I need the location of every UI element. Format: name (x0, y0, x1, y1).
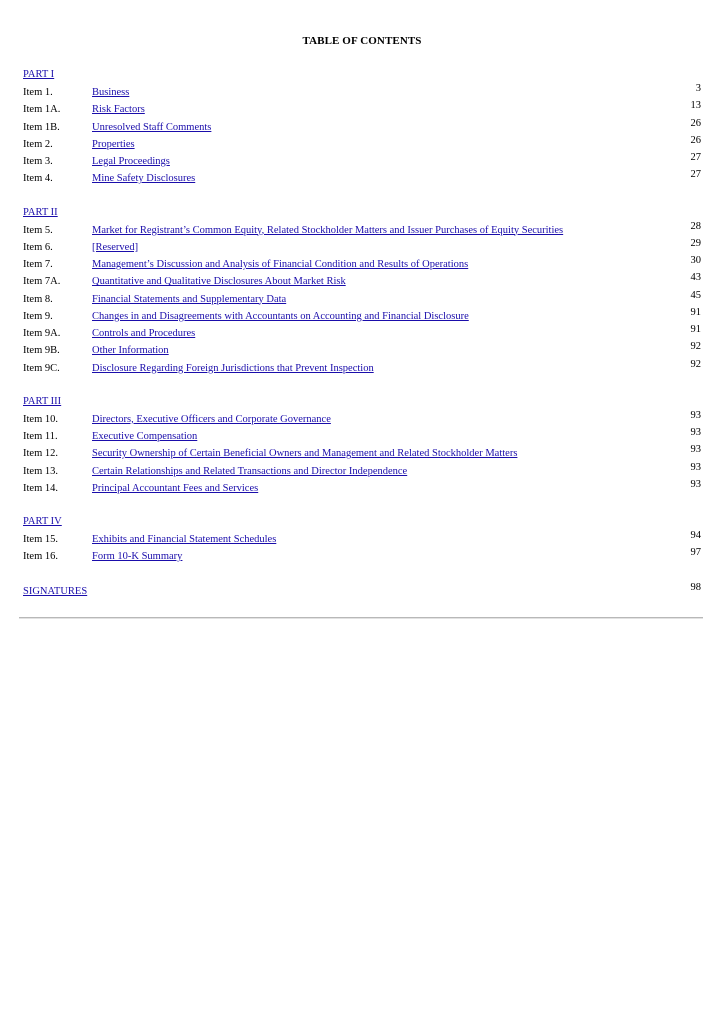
toc-row (23, 221, 701, 238)
part-1-link[interactable]: PART I (23, 69, 55, 80)
item-link-financial-statements[interactable]: Financial Statements and Supplementary Data (92, 293, 287, 305)
part-1 (23, 66, 701, 187)
toc-row (23, 118, 701, 135)
item-number: Item 5. (23, 224, 53, 236)
item-page: 93 (690, 409, 701, 421)
item-number: Item 6. (23, 241, 53, 253)
item-page: 93 (690, 444, 701, 456)
toc-row (23, 530, 701, 547)
item-link-business[interactable]: Business (92, 87, 130, 98)
item-link-directors-governance[interactable]: Directors, Executive Officers and Corporate Governance (92, 413, 331, 425)
item-page: 93 (690, 427, 701, 438)
item-link-foreign-jurisdictions[interactable]: Disclosure Regarding Foreign Jurisdictions that Prevent Inspection (92, 362, 374, 374)
item-number: Item 9. (23, 310, 53, 322)
page-title: TABLE OF CONTENTS (302, 35, 422, 47)
toc-row (23, 169, 701, 186)
item-number: Item 11. (23, 431, 58, 442)
item-link-changes-disagreements[interactable]: Changes in and Disagreements with Accountants on Accounting and Financial Disclosure (92, 310, 469, 322)
toc-row (23, 152, 701, 169)
toc-row (23, 359, 701, 376)
item-number: Item 1. (23, 87, 53, 98)
item-number: Item 9A. (23, 328, 61, 339)
item-page: 3 (695, 83, 701, 94)
signatures-row (23, 582, 701, 599)
toc-row (23, 238, 701, 255)
toc-row (23, 324, 701, 341)
item-link-legal-proceedings[interactable]: Legal Proceedings (92, 156, 170, 167)
item-link-market-risk[interactable]: Quantitative and Qualitative Disclosures About Market Risk (92, 276, 346, 288)
item-page: 92 (690, 358, 701, 370)
signatures-link[interactable]: SIGNATURES (23, 585, 88, 597)
toc-row (23, 547, 701, 564)
toc-row (23, 479, 701, 496)
item-link-unresolved-staff-comments[interactable]: Unresolved Staff Comments (92, 121, 212, 133)
item-link-form-10k-summary[interactable]: Form 10-K Summary (92, 551, 183, 563)
item-number: Item 8. (23, 293, 53, 305)
toc-row (23, 272, 701, 289)
item-page: 27 (690, 152, 701, 163)
item-page: 29 (690, 237, 701, 249)
toc-row (23, 100, 701, 117)
item-link-other-information[interactable]: Other Information (92, 345, 169, 357)
item-link-market-for-common-equity[interactable]: Market for Registrant’s Common Equity, Related Stockholder Matters and Issuer Purchases of Equity Securities (92, 224, 564, 236)
item-link-executive-compensation[interactable]: Executive Compensation (92, 431, 198, 442)
item-number: Item 1A. (23, 104, 61, 116)
item-link-properties[interactable]: Properties (92, 138, 135, 150)
item-link-risk-factors[interactable]: Risk Factors (92, 104, 145, 116)
item-number: Item 9B. (23, 345, 60, 357)
part-4-link[interactable]: PART IV (23, 516, 62, 527)
item-page: 97 (690, 547, 701, 559)
item-number: Item 7. (23, 259, 53, 270)
toc-row (23, 410, 701, 427)
item-page: 93 (690, 478, 701, 490)
item-number: Item 15. (23, 534, 58, 545)
item-number: Item 4. (23, 173, 53, 185)
page-divider (19, 617, 703, 619)
item-number: Item 3. (23, 156, 53, 167)
item-number: Item 16. (23, 551, 58, 563)
signatures-page: 98 (690, 581, 701, 593)
item-page: 26 (690, 117, 701, 129)
item-number: Item 12. (23, 448, 58, 460)
toc-row (23, 462, 701, 479)
item-page: 45 (690, 289, 701, 301)
part-4 (23, 513, 701, 565)
item-page: 43 (690, 272, 701, 284)
toc-row (23, 427, 701, 444)
item-number: Item 10. (23, 413, 58, 425)
item-page: 28 (690, 220, 701, 232)
item-page: 93 (690, 461, 701, 473)
part-2-link[interactable]: PART II (23, 206, 58, 218)
toc-row (23, 444, 701, 461)
item-link-accountant-fees[interactable]: Principal Accountant Fees and Services (92, 482, 259, 494)
item-link-mdna[interactable]: Management’s Discussion and Analysis of Financial Condition and Results of Operations (92, 259, 469, 270)
item-link-mine-safety-disclosures[interactable]: Mine Safety Disclosures (92, 173, 196, 185)
item-number: Item 2. (23, 138, 53, 150)
item-page: 94 (690, 530, 701, 541)
toc-row (23, 290, 701, 307)
toc-row (23, 307, 701, 324)
toc-row (23, 83, 701, 100)
item-page: 91 (690, 306, 701, 318)
item-link-exhibits[interactable]: Exhibits and Financial Statement Schedules (92, 534, 277, 545)
toc-row (23, 135, 701, 152)
item-link-reserved[interactable]: [Reserved] (92, 241, 139, 253)
item-link-relationships-transactions[interactable]: Certain Relationships and Related Transactions and Director Independence (92, 465, 408, 477)
item-page: 91 (690, 324, 701, 335)
item-page: 92 (690, 341, 701, 353)
item-page: 13 (690, 100, 701, 112)
part-3-link[interactable]: PART III (23, 395, 62, 407)
item-link-security-ownership[interactable]: Security Ownership of Certain Beneficial Owners and Management and Related Stockholder Matters (92, 448, 518, 460)
toc-body (23, 66, 701, 599)
item-number: Item 14. (23, 482, 58, 494)
part-3 (23, 393, 701, 496)
item-link-controls-procedures[interactable]: Controls and Procedures (92, 328, 196, 339)
item-page: 30 (690, 255, 701, 266)
toc-row (23, 255, 701, 272)
item-page: 26 (690, 134, 701, 146)
item-number: Item 9C. (23, 362, 60, 374)
item-page: 27 (690, 169, 701, 181)
toc-row (23, 341, 701, 358)
item-number: Item 13. (23, 465, 58, 477)
item-number: Item 1B. (23, 121, 60, 133)
part-2 (23, 204, 701, 376)
item-number: Item 7A. (23, 276, 61, 288)
